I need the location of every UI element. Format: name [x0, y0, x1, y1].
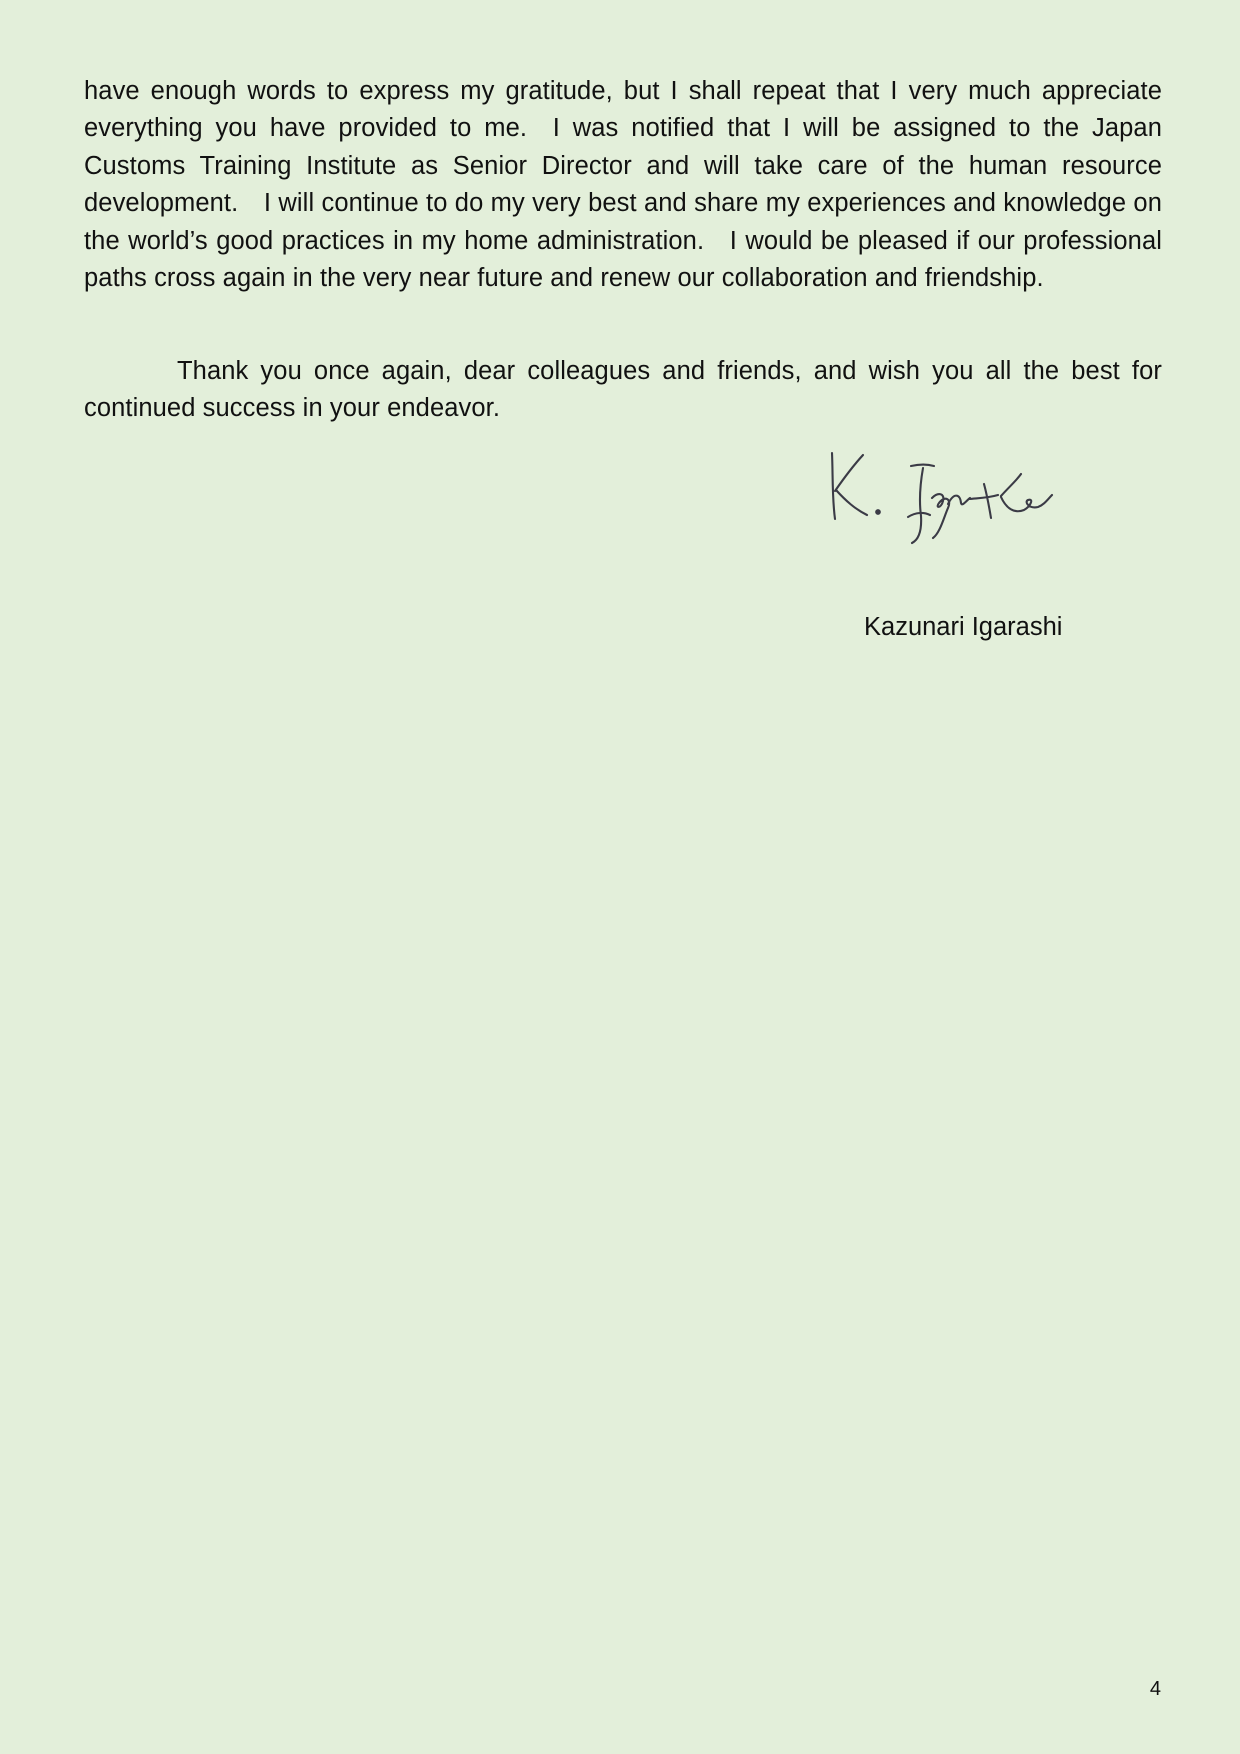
body-paragraph-1: have enough words to express my gratitude, but I shall repeat that I very much appreciate everything you have provided to me. I was notified that I will be assigned to the Japan Customs Training Institute as Senior Director and will take care of the human resource development. I will continue to do my very best and share my experiences and knowledge on the world’s good practices in my home administration. I would be pleased if our professional paths cross again in the very near future and renew our collaboration and friendship.: [84, 76, 1162, 292]
page-number: 4: [1149, 1678, 1161, 1700]
signer-name: Kazunari Igarashi: [864, 613, 1063, 641]
handwritten-signature: [820, 440, 1070, 550]
body-paragraph-2: Thank you once again, dear colleagues and friends, and wish you all the best for continued success in your endeavor.: [84, 356, 1162, 422]
